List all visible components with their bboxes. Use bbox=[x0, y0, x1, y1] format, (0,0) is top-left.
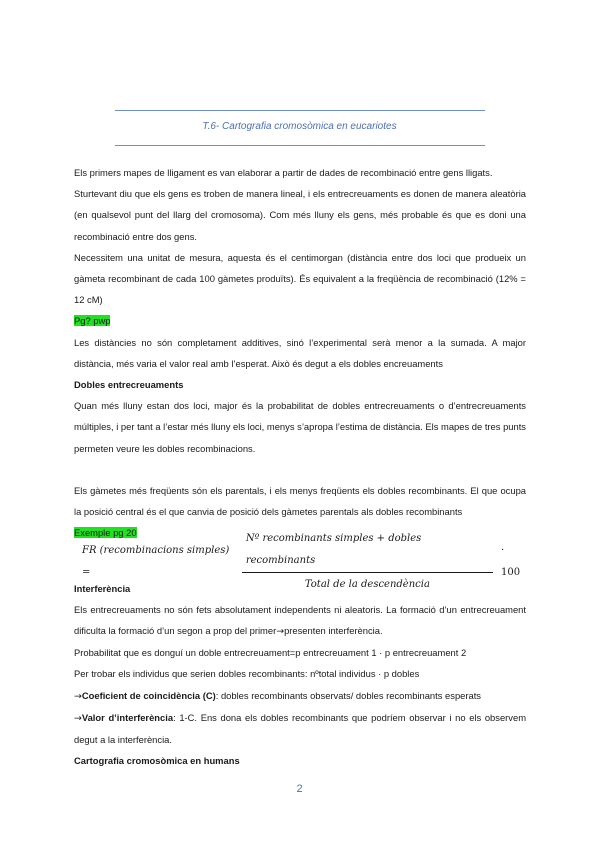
header-rule-bottom bbox=[115, 145, 485, 146]
paragraph-dobles: Quan més lluny estan dos loci, major és la probabilitat de dobles entrecreuaments o d’entrecreuaments múltiples, i per tant a l’estar més lluny els loci, menys s’apropa l’estima de distància. Els mapes de tres punts permeten veure les dobles recombinacions. bbox=[74, 400, 526, 454]
paragraph-gametes: Els gàmetes més freqüents són els parentals, i els menys freqüents els dobles recombinants. El que ocupa la posició central és el que canvia de posició dels gàmetes parentals als dobles recombinants bbox=[74, 485, 526, 518]
paragraph-coeficient: →Coeficient de coincidència (C): dobles recombinants observats/ dobles recombinants esperats bbox=[74, 689, 481, 702]
formula-factor: · 100 bbox=[501, 545, 521, 578]
paragraph-probabilitat: Probabilitat que es donguí un doble entrecreuament=p entrecreuament 1 · p entrecreuament 2 bbox=[74, 647, 467, 659]
arrow-icon: → bbox=[74, 712, 82, 724]
heading-cartografia-humans: Cartografia cromosòmica en humans bbox=[74, 755, 240, 767]
paragraph-interferencia: Els entrecreuaments no són fets absolutament independents ni aleatoris. La formació d’un entrecreuament dificulta la formació d’un segon a prop del primer→presenten interferència. bbox=[74, 603, 526, 638]
paragraph-additivity: Les distàncies no són completament additives, sinó l’experimental serà menor a la sumada. A major distància, més varia el valor real amb l’esperat. Això és degut a els dobles encreuaments bbox=[74, 336, 526, 369]
heading-interferencia: Interferència bbox=[74, 582, 131, 594]
highlight-note-2: Exemple pg 20 bbox=[74, 527, 137, 539]
highlight-note-1: Pg? pwp bbox=[74, 315, 111, 327]
formula-lhs: FR (recombinacions simples) = bbox=[82, 545, 230, 578]
paragraph-intro: Els primers mapes de lligament es van elaborar a partir de dades de recombinació entre gens lligats. bbox=[74, 167, 493, 178]
heading-dobles-entrecreuaments: Dobles entrecreuaments bbox=[74, 379, 184, 391]
arrow-icon: → bbox=[74, 690, 82, 702]
arrow-icon: → bbox=[276, 626, 285, 638]
paragraph-sturtevant: Sturtevant diu que els gens es troben de manera lineal, i els entrecreuaments es donen de manera aleatòria (en qualsevol punt del llarg del cromosoma). Com més lluny els gens, més probable és que es doni una recombinació entre dos gens. bbox=[74, 188, 526, 242]
formula-numerator: Nº recombinants simples + dobles recombinants bbox=[242, 528, 493, 572]
formula-fraction bbox=[242, 528, 493, 595]
header-rule-top bbox=[115, 110, 485, 111]
document-body bbox=[74, 162, 526, 771]
paragraph-centimorgan: Necessitem una unitat de mesura, aquesta és el centimorgan (distància entre dos loci que produeix un gàmeta recombinant de cada 100 gàmetes produïts). És equivalent a la freqüència de recombinació (12% = 12 cM) bbox=[74, 251, 526, 306]
page-number: 2 bbox=[296, 783, 303, 795]
blank-line bbox=[74, 459, 526, 480]
formula-denominator: Total de la descendència bbox=[304, 578, 430, 590]
paragraph-individus: Per trobar els individus que serien dobles recombinants: nºtotal individus · p dobles bbox=[74, 668, 420, 680]
page-title: T.6- Cartografia cromosòmica en eucariotes bbox=[202, 121, 397, 132]
paragraph-valor-interferencia: →Valor d’interferència: 1-C. Ens dona els dobles recombinants que podríem observar i no els observem degut a la interferència. bbox=[74, 711, 526, 746]
